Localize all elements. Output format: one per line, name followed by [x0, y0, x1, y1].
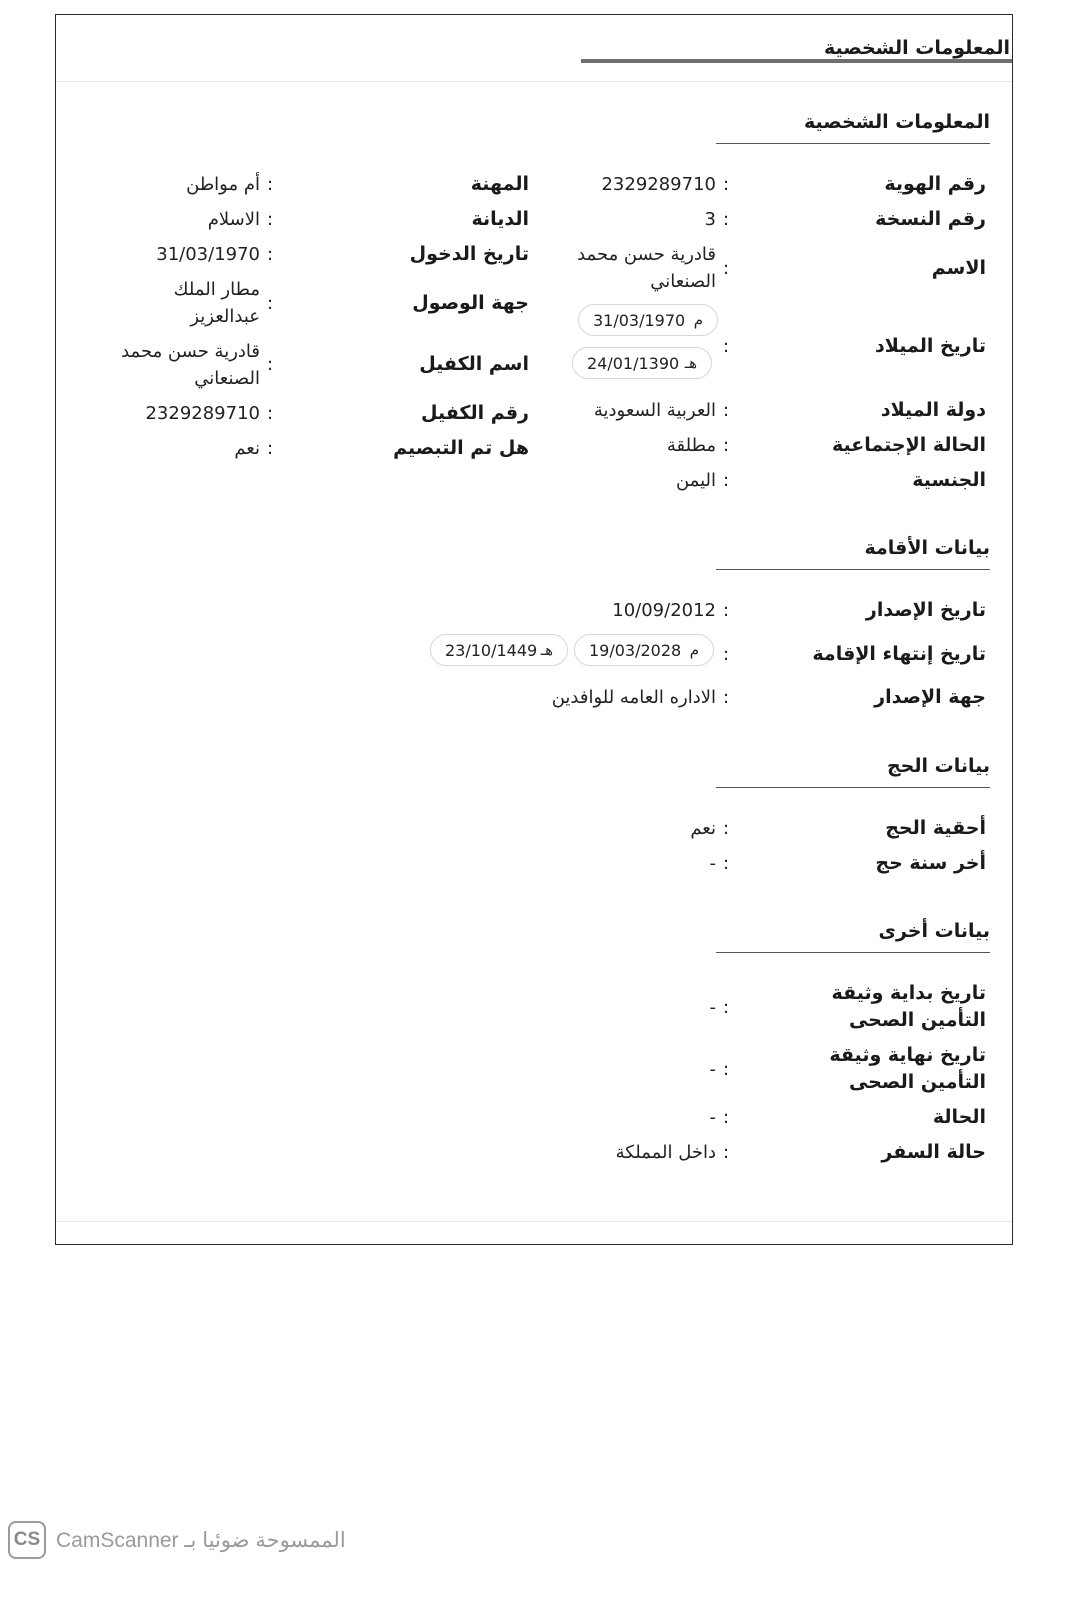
separator: : [267, 354, 274, 375]
separator: : [723, 600, 730, 621]
value-religion: الاسلام [207, 209, 260, 230]
watermark-text: الممسوحة ضوئيا بـ CamScanner [56, 1528, 346, 1552]
birth-date-gregorian-value: 31/03/1970 [593, 310, 686, 330]
value-birth-country: العربية السعودية [593, 400, 716, 421]
value-copy-number: 3 [704, 209, 716, 230]
label-birth-date: تاريخ الميلاد [875, 335, 986, 357]
label-issuer: جهة الإصدار [874, 686, 986, 708]
label-birth-country: دولة الميلاد [880, 399, 986, 421]
value-status: - [709, 1107, 716, 1128]
value-issuer: الاداره العامه للوافدين [551, 687, 716, 708]
value-marital-status: مطلقة [666, 435, 716, 456]
value-insurance-start: - [709, 997, 716, 1018]
label-religion: الديانة [471, 208, 529, 230]
value-nationality: اليمن [675, 470, 716, 491]
label-marital-status: الحالة الإجتماعية [832, 434, 986, 456]
residence-expiry-hijri [430, 634, 568, 666]
active-tab-indicator [581, 59, 1012, 63]
tab-personal-info[interactable]: المعلومات الشخصية [823, 37, 1010, 59]
label-insurance-end: تاريخ نهاية وثيقة التأمين الصحى [829, 1044, 986, 1093]
separator: : [723, 853, 730, 874]
label-nationality: الجنسية [912, 469, 986, 491]
label-sponsor-name: اسم الكفيل [419, 353, 529, 375]
personal-info-panel [55, 14, 1013, 1245]
label-status: الحالة [932, 1106, 986, 1128]
separator: : [267, 403, 274, 424]
label-arrival-point: جهة الوصول [412, 292, 529, 314]
separator: : [723, 1059, 730, 1080]
separator: : [723, 1107, 730, 1128]
separator: : [267, 174, 274, 195]
label-insurance-start: تاريخ بداية وثيقة التأمين الصحى [831, 982, 986, 1031]
separator: : [723, 174, 730, 195]
separator: : [723, 644, 730, 665]
separator: : [723, 258, 730, 279]
section-header-hajj: بيانات الحج [716, 755, 990, 788]
value-sponsor-name: قادرية حسن محمد الصنعاني [121, 341, 260, 389]
separator: : [723, 470, 730, 491]
label-entry-date: تاريخ الدخول [409, 243, 529, 265]
divider [56, 1221, 1012, 1222]
value-fingerprinted: نعم [234, 438, 260, 459]
separator: : [723, 997, 730, 1018]
label-name: الاسم [931, 257, 986, 279]
label-hajj-eligibility: أحقية الحج [885, 817, 986, 839]
value-sponsor-number: 2329289710 [145, 403, 260, 424]
residence-expiry-gregorian-value: 19/03/2028 [589, 640, 682, 660]
value-name: قادرية حسن محمد الصنعاني [577, 244, 716, 292]
value-issue-date: 10/09/2012 [612, 600, 716, 621]
label-copy-number: رقم النسخة [875, 208, 986, 230]
section-header-other: بيانات أخرى [716, 920, 990, 953]
hijri-unit: هـ [684, 354, 697, 372]
section-header-personal: المعلومات الشخصية [716, 111, 990, 144]
separator: : [723, 336, 730, 357]
value-insurance-end: - [709, 1059, 716, 1080]
camscanner-watermark [8, 1520, 346, 1560]
separator: : [267, 293, 274, 314]
divider [56, 81, 1012, 82]
separator: : [267, 209, 274, 230]
label-sponsor-number: رقم الكفيل [421, 402, 529, 424]
hijri-unit: هـ [540, 641, 553, 659]
separator: : [723, 1142, 730, 1163]
separator: : [267, 438, 274, 459]
birth-date-hijri-value: 24/01/1390 [587, 353, 680, 373]
residence-expiry-gregorian [574, 634, 714, 666]
value-hajj-eligibility: نعم [690, 818, 716, 839]
value-arrival-point: مطار الملك عبدالعزيز [173, 279, 260, 327]
label-fingerprinted: هل تم التبصيم [393, 437, 529, 459]
camscanner-logo-icon: CS [8, 1521, 46, 1559]
separator: : [723, 435, 730, 456]
birth-date-hijri [572, 347, 712, 379]
value-travel-status: داخل المملكة [615, 1142, 716, 1163]
label-travel-status: حالة السفر [881, 1141, 986, 1163]
separator: : [723, 209, 730, 230]
birth-date-gregorian [578, 304, 718, 336]
separator: : [723, 818, 730, 839]
label-residence-expiry: تاريخ إنتهاء الإقامة [812, 643, 986, 665]
label-issue-date: تاريخ الإصدار [865, 599, 986, 621]
gregorian-unit: م [693, 311, 703, 329]
value-occupation: أم مواطن [186, 174, 260, 195]
label-occupation: المهنة [470, 173, 529, 195]
section-header-residence: بيانات الأقامة [716, 537, 990, 570]
residence-expiry-hijri-value: 23/10/1449 [445, 640, 538, 660]
separator: : [723, 687, 730, 708]
label-last-hajj-year: أخر سنة حج [875, 852, 986, 874]
gregorian-unit: م [689, 641, 699, 659]
value-entry-date: 31/03/1970 [156, 244, 260, 265]
separator: : [723, 400, 730, 421]
value-last-hajj-year: - [709, 853, 716, 874]
value-id-number: 2329289710 [601, 174, 716, 195]
separator: : [267, 244, 274, 265]
label-id-number: رقم الهوية [884, 173, 986, 195]
